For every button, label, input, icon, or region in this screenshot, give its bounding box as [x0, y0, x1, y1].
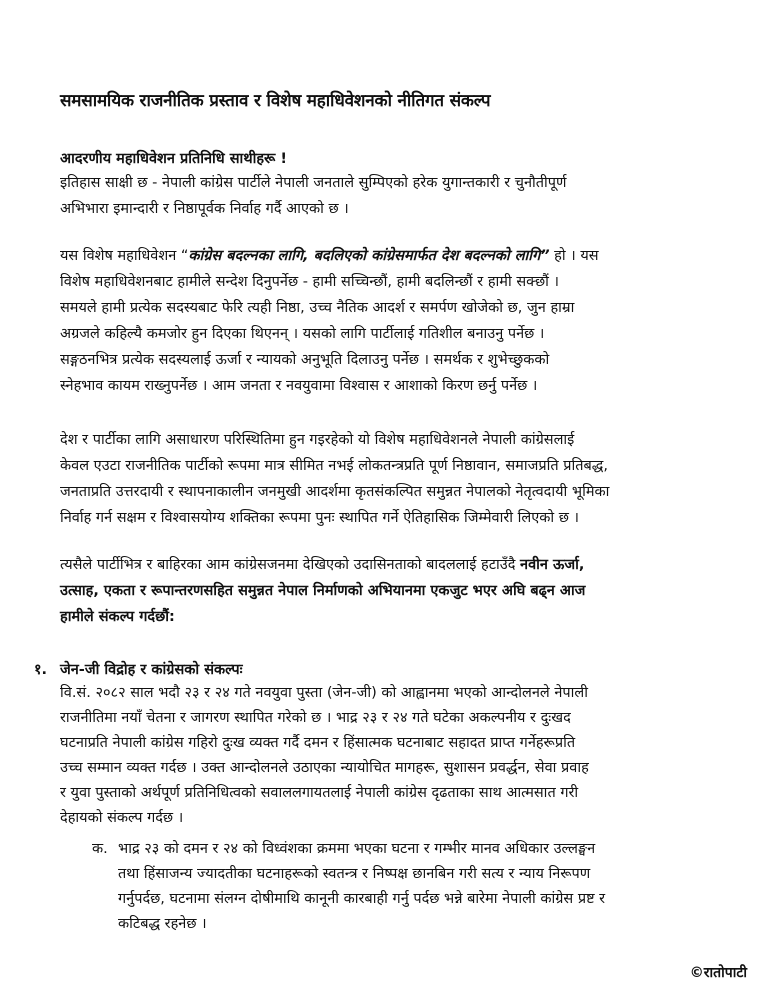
section-title: जेन-जी विद्रोह र कांग्रेसको संकल्पः — [60, 662, 243, 678]
document-title: समसामयिक राजनीतिक प्रस्ताव र विशेष महाधिवेशनको नीतिगत संकल्प — [60, 91, 491, 111]
para2-line: विशेष महाधिवेशनबाट हामीले सन्देश दिनुपर्नेछ - हामी सच्चिन्छौं, हामी बदलिन्छौं र हामी सक्छौं । — [60, 274, 559, 290]
para2-line: सङ्गठनभित्र प्रत्येक सदस्यलाई ऊर्जा र न्यायको अनुभूति दिलाउनु पर्नेछ । समर्थक र शुभेच्छुकको — [60, 352, 550, 368]
para4-line-1 — [60, 558, 584, 573]
para4-normal: त्यसैले पार्टीभित्र र बाहिरका आम कांग्रेसजनमा देखिएको उदासिनताको बादललाई हटाउँदै — [60, 557, 521, 573]
para1-line: इतिहास साक्षी छ - नेपाली कांग्रेस पार्टीले नेपाली जनताले सुम्पिएको हरेक युगान्तकारी र चुनौतीपूर्ण — [60, 175, 567, 191]
subitem-line: भाद्र २३ को दमन र २४ को विध्वंशका क्रममा भएका घटना र गम्भीर मानव अधिकार उल्लङ्घन — [118, 841, 596, 857]
subitem-line: कटिबद्ध रहनेछ । — [118, 916, 207, 932]
para2-line: समयले हामी प्रत्येक सदस्यबाट फेरि त्यही निष्ठा, उच्च नैतिक आदर्श र समर्पण खोजेको छ, जुन हाम्रा — [60, 300, 575, 316]
section1-line: राजनीतिमा नयाँ चेतना र जागरण स्थापित गरेको छ । भाद्र २३ र २४ गते घटेका अकल्पनीय र दुःखद — [60, 710, 571, 726]
para3-line: निर्वाह गर्न सक्षम र विश्वासयोग्य शक्तिका रूपमा पुनः स्थापित गर्ने ऐतिहासिक जिम्मेवारी लिएको छ । — [60, 510, 579, 526]
para3-line: जनताप्रति उत्तरदायी र स्थापनाकालीन जनमुखी आदर्शमा कृतसंकल्पित समुन्नत नेपालको नेतृत्वदायी भूमिका — [60, 484, 610, 500]
section1-line: र युवा पुस्ताको अर्थपूर्ण प्रतिनिधित्वको सवाललगायतलाई नेपाली कांग्रेस दृढताका साथ आत्मसात गरी — [60, 785, 579, 801]
para4-bold-start: नवीन ऊर्जा, — [520, 557, 585, 573]
para4-line-2: उत्साह, एकता र रूपान्तरणसहित समुन्नत नेपाल निर्माणको अभियानमा एकजुट भएर अघि बढ्न आज — [60, 583, 586, 599]
para2-line-1 — [60, 249, 599, 264]
para4-line-3: हामीले संकल्प गर्दछौं: — [60, 609, 175, 625]
section-number: १. — [34, 662, 48, 678]
para1-line: अभिभारा इमान्दारी र निष्ठापूर्वक निर्वाह गर्दै आएको छ । — [60, 201, 349, 217]
salutation: आदरणीय महाधिवेशन प्रतिनिधि साथीहरू ! — [60, 151, 287, 167]
subitem-line: तथा हिंसाजन्य ज्यादतीका घटनाहरूको स्वतन्त्र र निष्पक्ष छानबिन गरी सत्य र न्याय निरूपण — [118, 866, 591, 882]
slogan: कांग्रेस बदल्नका लागि, बदलिएको कांग्रेसमार्फत देश बदल्नको लागि” — [188, 248, 550, 264]
para3-line: देश र पार्टीका लागि असाधारण परिस्थितिमा हुन गइरहेको यो विशेष महाधिवेशनले नेपाली कांग्रेसलाई — [60, 432, 575, 448]
subitem-line: गर्नुपर्दछ, घटनामा संलग्न दोषीमाथि कानूनी कारबाही गर्नु पर्दछ भन्ने बारेमा नेपाली कांग्रेस प्रष्ट र — [118, 891, 606, 907]
para3-line: केवल एउटा राजनीतिक पार्टीको रूपमा मात्र सीमित नभई लोकतन्त्रप्रति पूर्ण निष्ठावान, समाजप्रति प्रतिबद्ध, — [60, 458, 608, 474]
section1-line: देहायको संकल्प गर्दछ । — [60, 810, 184, 826]
section1-line: घटनाप्रति नेपाली कांग्रेस गहिरो दुःख व्यक्त गर्दै दमन र हिंसात्मक घटनाबाट सहादत प्राप्त गर्नेहरूप्रति — [60, 735, 576, 751]
section1-line: उच्च सम्मान व्यक्त गर्दछ । उक्त आन्दोलनले उठाएका न्यायोचित मागहरू, सुशासन प्रवर्द्धन, सेवा प्रवाह — [60, 760, 589, 776]
para2-lead: यस विशेष महाधिवेशन “ — [60, 248, 189, 264]
para2-line: स्नेहभाव कायम राख्नुपर्नेछ । आम जनता र नवयुवामा विश्वास र आशाको किरण छर्नु पर्नेछ । — [60, 378, 538, 394]
para2-line: अग्रजले कहिल्यै कमजोर हुन दिएका थिएनन् । यसको लागि पार्टीलाई गतिशील बनाउनु पर्नेछ । — [60, 326, 545, 342]
para2-lead-end: हो । यस — [549, 248, 599, 264]
section1-line: वि.सं. २०८२ साल भदौ २३ र २४ गते नवयुवा पुस्ता (जेन-जी) को आह्वानमा भएको आन्दोलनले नेपाली — [60, 685, 588, 701]
watermark: ©रातोपाटी — [689, 965, 747, 981]
subitem-marker: क. — [92, 841, 108, 857]
